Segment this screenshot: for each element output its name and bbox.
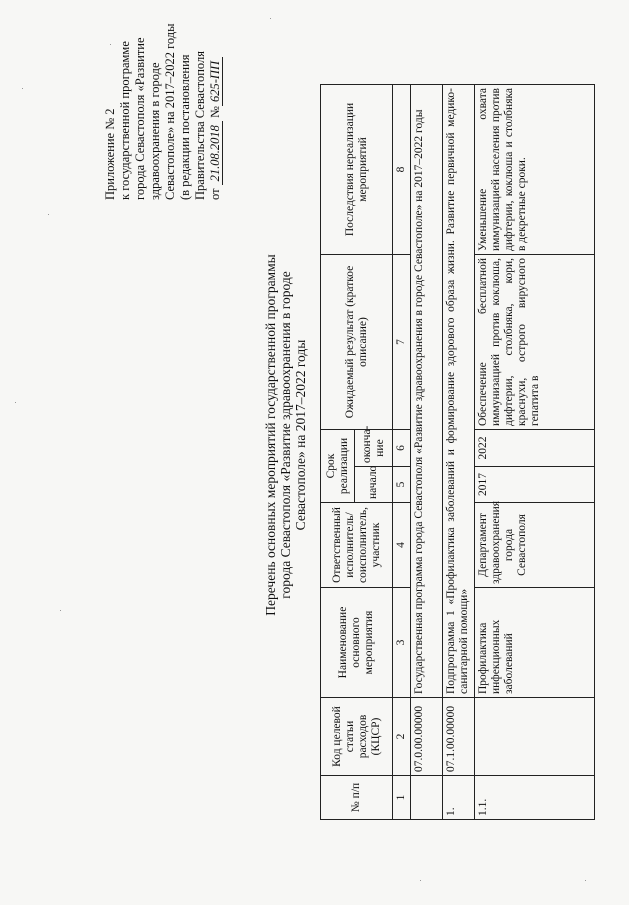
document-heading — [263, 205, 308, 665]
cell-program-title: Государственная программа города Севастополя «Развитие здравоохранения в городе Севастополе» на 2017–2022 годы — [411, 85, 443, 698]
table-row — [443, 85, 475, 820]
cell-code: 07.0.00.00000 — [411, 698, 443, 776]
column-numbers-row — [393, 85, 411, 820]
cell-executor: Департамент здравоохранения города Севастополя — [475, 503, 595, 588]
header-num: № п/п — [321, 776, 393, 820]
annex-line: (в редакции постановления — [178, 54, 192, 200]
cell-code — [475, 698, 595, 776]
annex-line: Севастополе» на 2017–2022 годы — [163, 23, 177, 200]
annex-line: Правительства Севастополя — [193, 51, 207, 200]
cell-consequences: Уменьшение охвата иммунизацией населения против дифтерии, коклюша и столбняка в декретные сроки. — [475, 85, 595, 255]
cell-end: 2022 — [475, 430, 595, 467]
cell-subprogram-title: Подпрограмма 1 «Профилактика заболеваний и формирование здорового образа жизни. Развитие первичной медико-санитарной помощи» — [443, 85, 475, 698]
annex-line: к государственной программе — [118, 41, 132, 200]
annex-line: города Севастополя «Развитие — [133, 37, 147, 200]
handwritten-number: 625-ПП — [208, 57, 223, 106]
annex-date-line — [208, 17, 223, 200]
cell-num: 1. — [443, 776, 475, 820]
col-number: 4 — [393, 503, 411, 588]
col-number: 3 — [393, 588, 411, 698]
col-number: 1 — [393, 776, 411, 820]
annex-title: Приложение № 2 — [103, 108, 117, 200]
cell-num: 1.1. — [475, 776, 595, 820]
annex-block — [103, 17, 223, 200]
header-executor: Ответственный исполнитель/ соисполнитель, участник — [321, 503, 393, 588]
annex-line: здравоохранения в городе — [148, 62, 162, 200]
cell-code: 07.1.00.00000 — [443, 698, 475, 776]
table-row — [475, 85, 595, 820]
header-consequences: Последствия нереализации мероприятий — [321, 85, 393, 255]
from-prefix: от — [208, 188, 222, 200]
cell-start: 2017 — [475, 467, 595, 503]
measures-table — [320, 84, 595, 820]
cell-name: Профилактика инфекционных заболеваний — [475, 588, 595, 698]
table-row — [411, 85, 443, 820]
heading-line: Перечень основных мероприятий государственной программы — [263, 254, 278, 616]
header-period: Срок реализации — [321, 430, 355, 503]
number-prefix: № — [208, 106, 222, 118]
col-number: 8 — [393, 85, 411, 255]
cell-num — [411, 776, 443, 820]
header-end: оконча-ние — [355, 430, 393, 467]
cell-result: Обеспечение бесплатной иммунизацией против коклюша, дифтерии, столбняка, кори, краснухи, острого вирусного гепатита в — [475, 255, 595, 430]
header-result: Ожидаемый результат (краткое описание) — [321, 255, 393, 430]
col-number: 5 — [393, 467, 411, 503]
heading-line: Севастополе» на 2017–2022 годы — [293, 339, 308, 531]
header-row — [321, 85, 355, 820]
heading-line: города Севастополя «Развитие здравоохранения в городе — [278, 271, 293, 599]
header-name: Наименование основного мероприятия — [321, 588, 393, 698]
col-number: 2 — [393, 698, 411, 776]
col-number: 7 — [393, 255, 411, 430]
header-code: Код целевой статьи расходов (КЦСР) — [321, 698, 393, 776]
header-start: начало — [355, 467, 393, 503]
handwritten-date: 21.08.2018 — [208, 121, 223, 185]
col-number: 6 — [393, 430, 411, 467]
